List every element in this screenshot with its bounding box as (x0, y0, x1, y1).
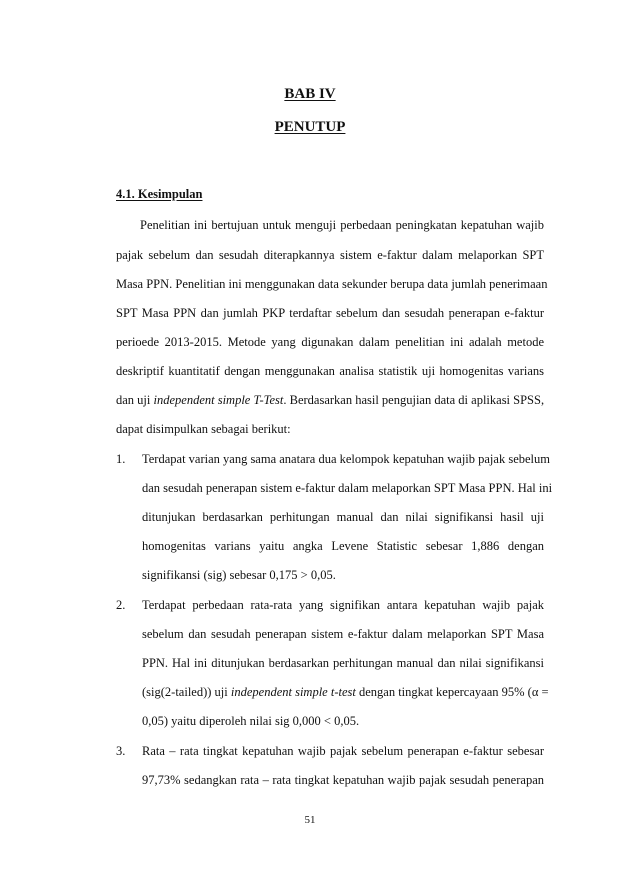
paragraph-line: pajak sebelum dan sesudah diterapkannya sistem e-faktur dalam melaporkan SPT (116, 248, 544, 262)
list-item-line: ditunjukan berdasarkan perhitungan manual dan nilai signifikansi hasil uji (142, 510, 544, 524)
section-heading: 4.1. Kesimpulan (116, 187, 203, 201)
list-item-line: sebelum dan sesudah penerapan sistem e-faktur dalam melaporkan SPT Masa (142, 627, 544, 641)
list-item-line: 0,05) yaitu diperoleh nilai sig 0,000 < 0,05. (142, 714, 360, 728)
list-item-line: signifikansi (sig) sebesar 0,175 > 0,05. (142, 568, 336, 582)
list-item-line: Terdapat varian yang sama anatara dua kelompok kepatuhan wajib pajak sebelum (142, 452, 550, 466)
list-item-line: homogenitas varians yaitu angka Levene Statistic sebesar 1,886 dengan (142, 539, 544, 553)
chapter-heading: BAB IV (284, 86, 336, 102)
list-item-line: Terdapat perbedaan rata-rata yang signifikan antara kepatuhan wajib pajak (142, 598, 544, 612)
list-item-line: 97,73% sedangkan rata – rata tingkat kepatuhan wajib pajak sesudah penerapan (142, 773, 544, 787)
paragraph-line: dan uji independent simple T-Test. Berdasarkan hasil pengujian data di aplikasi SPSS, (116, 393, 545, 407)
list-number: 1. (116, 452, 126, 466)
list-item-line: (sig(2-tailed)) uji independent simple t-test dengan tingkat kepercayaan 95% (α = (142, 685, 549, 699)
list-number: 2. (116, 598, 126, 612)
list-item-line: PPN. Hal ini ditunjukan berdasarkan perhitungan manual dan nilai signifikansi (142, 656, 544, 670)
italic-term: independent simple T-Test (153, 393, 284, 407)
list-number: 3. (116, 744, 126, 758)
paragraph-line: dapat disimpulkan sebagai berikut: (116, 422, 291, 436)
paragraph-line: SPT Masa PPN dan jumlah PKP terdaftar sebelum dan sesudah penerapan e-faktur (116, 306, 544, 320)
page-number: 51 (304, 814, 316, 826)
paragraph-line: Penelitian ini bertujuan untuk menguji perbedaan peningkatan kepatuhan wajib (140, 218, 544, 232)
paragraph-line: Masa PPN. Penelitian ini menggunakan data sekunder berupa data jumlah penerimaan (116, 277, 548, 291)
list-item-line: Rata – rata tingkat kepatuhan wajib pajak sebelum penerapan e-faktur sebesar (142, 744, 544, 758)
italic-term: independent simple t-test (230, 685, 356, 699)
chapter-title: PENUTUP (274, 119, 346, 135)
paragraph-line: perioede 2013-2015. Metode yang digunakan dalam penelitian ini adalah metode (116, 335, 544, 349)
paragraph-line: deskriptif kuantitatif dengan menggunakan analisa statistik uji homogenitas varians (116, 364, 544, 378)
list-item-line: dan sesudah penerapan sistem e-faktur dalam melaporkan SPT Masa PPN. Hal ini (142, 481, 553, 495)
